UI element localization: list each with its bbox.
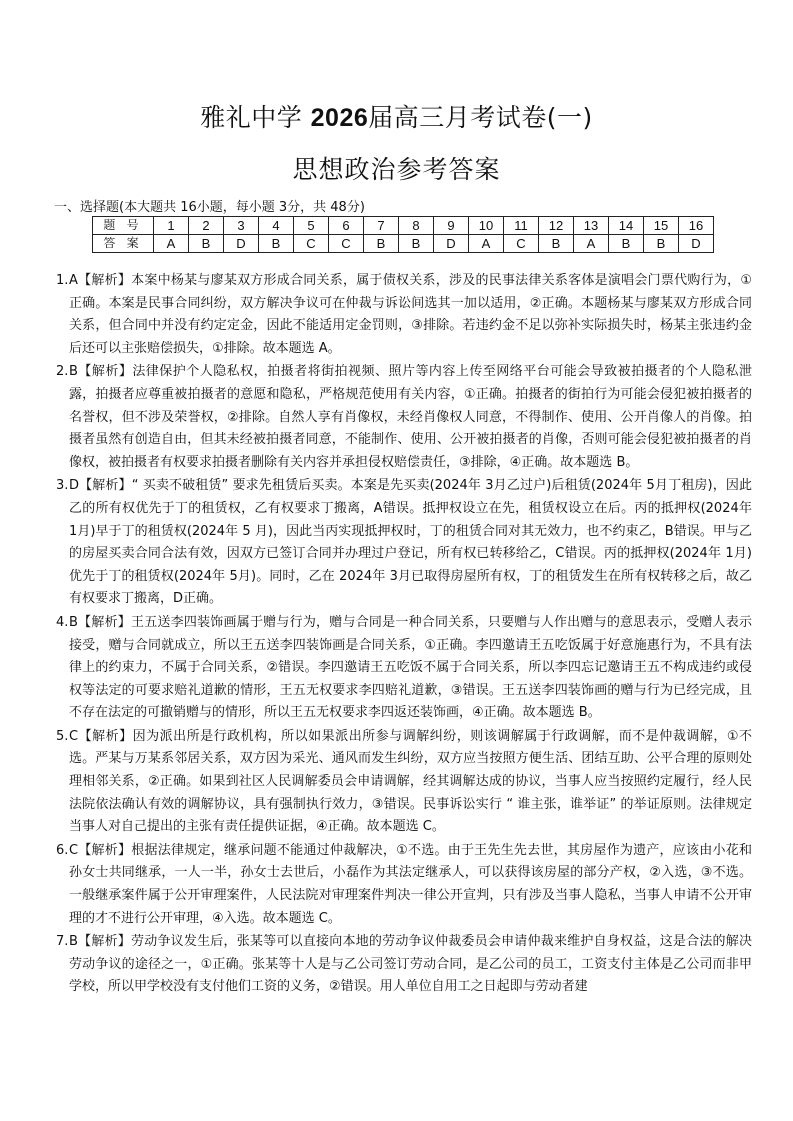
row-label-number: 题 号	[93, 217, 154, 235]
item-text: B【解析】王五送李四装饰画属于赠与行为，赠与合同是一种合同关系，只要赠与人作出赠与的意思表示，受赠人表示接受，赠与合同就成立，所以王五送李四装饰画是合同关系，①正确。李四邀请王五吃饭属于好意施惠行为，不具有法律上的约束力，不属于合同关系，②错误。李四邀请王五吃饭不属于合同关系，所以李四忘记邀请王五不构成违约或侵权等法定的可要求赔礼道歉的情形，王五无权要求李四赔礼道歉，③错误。王五送李四装饰画的赠与行为已经完成，且不存在法定的可撤销赠与的情形，所以王五无权要求李四返还装饰画，④正确。故本题选 B。	[69, 614, 752, 721]
explanation-item	[52, 840, 752, 930]
question-number: 13	[574, 217, 609, 235]
question-number: 15	[644, 217, 679, 235]
question-number: 8	[399, 217, 434, 235]
item-text: A【解析】本案中杨某与廖某双方形成合同关系，属于债权关系，涉及的民事法律关系客体是演唱会门票代购行为，①正确。本案是民事合同纠纷，双方解决争议可在仲裁与诉讼间选其一加以适用，②正确。本题杨某与廖某双方形成合同关系，但合同中并没有约定定金，因此不能适用定金罚则，③排除。若违约金不足以弥补实际损失时，杨某主张违约金后还可以主张赔偿损失，①排除。故本题选 A。	[69, 273, 752, 356]
item-text: B【解析】劳动争议发生后，张某等可以直接向本地的劳动争议仲裁委员会申请仲裁来维护自身权益，这是合法的解决劳动争议的途径之一，①正确。张某等十人是与乙公司签订劳动合同，是乙公司的员工，工资支付主体是乙公司而非甲学校，所以甲学校没有支付他们工资的义务，②错误。用人单位自用工之日起即与劳动者建	[69, 934, 752, 995]
answer-cell: B	[644, 235, 679, 253]
item-number: 1.	[56, 273, 69, 288]
question-number: 10	[469, 217, 504, 235]
answer-cell: B	[189, 235, 224, 253]
item-number: 2.	[56, 364, 69, 380]
question-number: 5	[294, 217, 329, 235]
question-number: 6	[329, 217, 364, 235]
explanation-list	[52, 270, 752, 1000]
question-number: 3	[224, 217, 259, 235]
answer-cell: B	[609, 235, 644, 253]
answer-cell: C	[329, 235, 364, 253]
answer-table-answer-row	[93, 235, 714, 253]
row-label-answer: 答 案	[93, 235, 154, 253]
answer-cell: D	[679, 235, 714, 253]
answer-cell: B	[539, 235, 574, 253]
section-heading: 一、选择题(本大题共 16小题，每小题 3分，共 48分)	[54, 200, 365, 215]
item-text: B【解析】法律保护个人隐私权，拍摄者将街拍视频、照片等内容上传至网络平台可能会导致被拍摄者的个人隐私泄露，拍摄者应尊重被拍摄者的意愿和隐私，严格规范使用有关内容，①正确。拍摄者的街拍行为可能会侵犯被拍摄者的名誉权，但不涉及荣誉权，②排除。自然人享有肖像权，未经肖像权人同意，不得制作、使用、公开肖像人的肖像。拍摄者虽然有创造自由，但其未经被拍摄者同意，不能制作、使用、公开被拍摄者的肖像，否则可能会侵犯被拍摄者的肖像权，被拍摄者有权要求拍摄者删除有关内容并承担侵权赔偿责任，③排除，④正确。故本题选 B。	[69, 364, 752, 470]
question-number: 1	[154, 217, 189, 235]
item-number: 7.	[56, 934, 69, 950]
explanation-item	[52, 475, 752, 611]
answer-cell: B	[259, 235, 294, 253]
answer-cell: B	[364, 235, 399, 253]
item-text: D【解析】“ 买卖不破租赁” 要求先租赁后买卖。本案是先买卖(2024年 3月乙过户)后租赁(2024年 5月丁租房)，因此乙的所有权优先于丁的租赁权，乙有权要求丁搬离，A错误。抵押权设立在先，租赁权设立在后。丙的抵押权(2024年 1月)早于丁的租赁权(2024年 5 月)，因此当丙实现抵押权时，丁的租赁合同对其无效力，也不约束乙，B错误。甲与乙的房屋买卖合同合法有效，因双方已签订合同并办理过户登记，所有权已转移给乙，C错误。丙的抵押权(2024年 1月)优先于丁的租赁权(2024年 5月)。同时，乙在 2024年 3月已取得房屋所有权，丁的租赁发生在所有权转移之后，故乙有权要求丁搬离，D正确。	[69, 478, 752, 607]
title-rest: 届高三月考试卷(一)	[368, 103, 593, 132]
title-year: 2026	[310, 104, 369, 132]
item-number: 4.	[56, 614, 69, 630]
subtitle: 思想政治参考答案	[292, 155, 501, 184]
question-number: 7	[364, 217, 399, 235]
answer-cell: D	[434, 235, 469, 253]
explanation-item	[52, 361, 752, 474]
item-number: 6.	[56, 842, 69, 858]
answer-cell: A	[154, 235, 189, 253]
item-text: C【解析】根据法律规定，继承问题不能通过仲裁解决，①不选。由于王先生先去世，其房屋作为遗产，应该由小花和孙女士共同继承，一人一半，孙女士去世后，小磊作为其法定继承人，可以获得该房屋的部分产权，②入选，③不选。一般继承案件属于公开审理案件，人民法院对审理案件判决一律公开宣判，只有涉及当事人隐私，当事人申请不公开审理的才不进行公开审理，④入选。故本题选 C。	[69, 842, 752, 926]
title-school: 雅礼中学	[200, 103, 303, 132]
item-number: 5.	[56, 728, 69, 744]
question-number: 14	[609, 217, 644, 235]
question-number: 12	[539, 217, 574, 235]
question-number: 11	[504, 217, 539, 235]
answer-cell: C	[504, 235, 539, 253]
question-number: 2	[189, 217, 224, 235]
answer-cell: A	[469, 235, 504, 253]
answer-table	[92, 216, 714, 253]
exam-title	[0, 98, 793, 134]
item-text: C【解析】因为派出所是行政机构，所以如果派出所参与调解纠纷，则该调解属于行政调解，而不是仲裁调解，①不选。严某与万某系邻居关系，双方因为采光、通风而发生纠纷，双方应当按照方便生活、团结互助、公平合理的原则处理相邻关系，②正确。如果到社区人民调解委员会申请调解，经其调解达成的协议，当事人应当按照约定履行，经人民法院依法确认有效的调解协议，具有强制执行效力，③错误。民事诉讼实行 “ 谁主张，谁举证” 的举证原则。法律规定当事人对自己提出的主张有责任提供证据，④正确。故本题选 C。	[69, 728, 752, 835]
answer-cell: B	[399, 235, 434, 253]
question-number: 9	[434, 217, 469, 235]
item-number: 3.	[56, 478, 69, 494]
question-number: 4	[259, 217, 294, 235]
answer-table-number-row	[93, 217, 714, 235]
question-number: 16	[679, 217, 714, 235]
explanation-item	[52, 270, 752, 360]
answer-cell: A	[574, 235, 609, 253]
explanation-item	[52, 726, 752, 839]
answer-cell: D	[224, 235, 259, 253]
explanation-item	[52, 931, 752, 999]
explanation-item	[52, 612, 752, 725]
answer-cell: C	[294, 235, 329, 253]
